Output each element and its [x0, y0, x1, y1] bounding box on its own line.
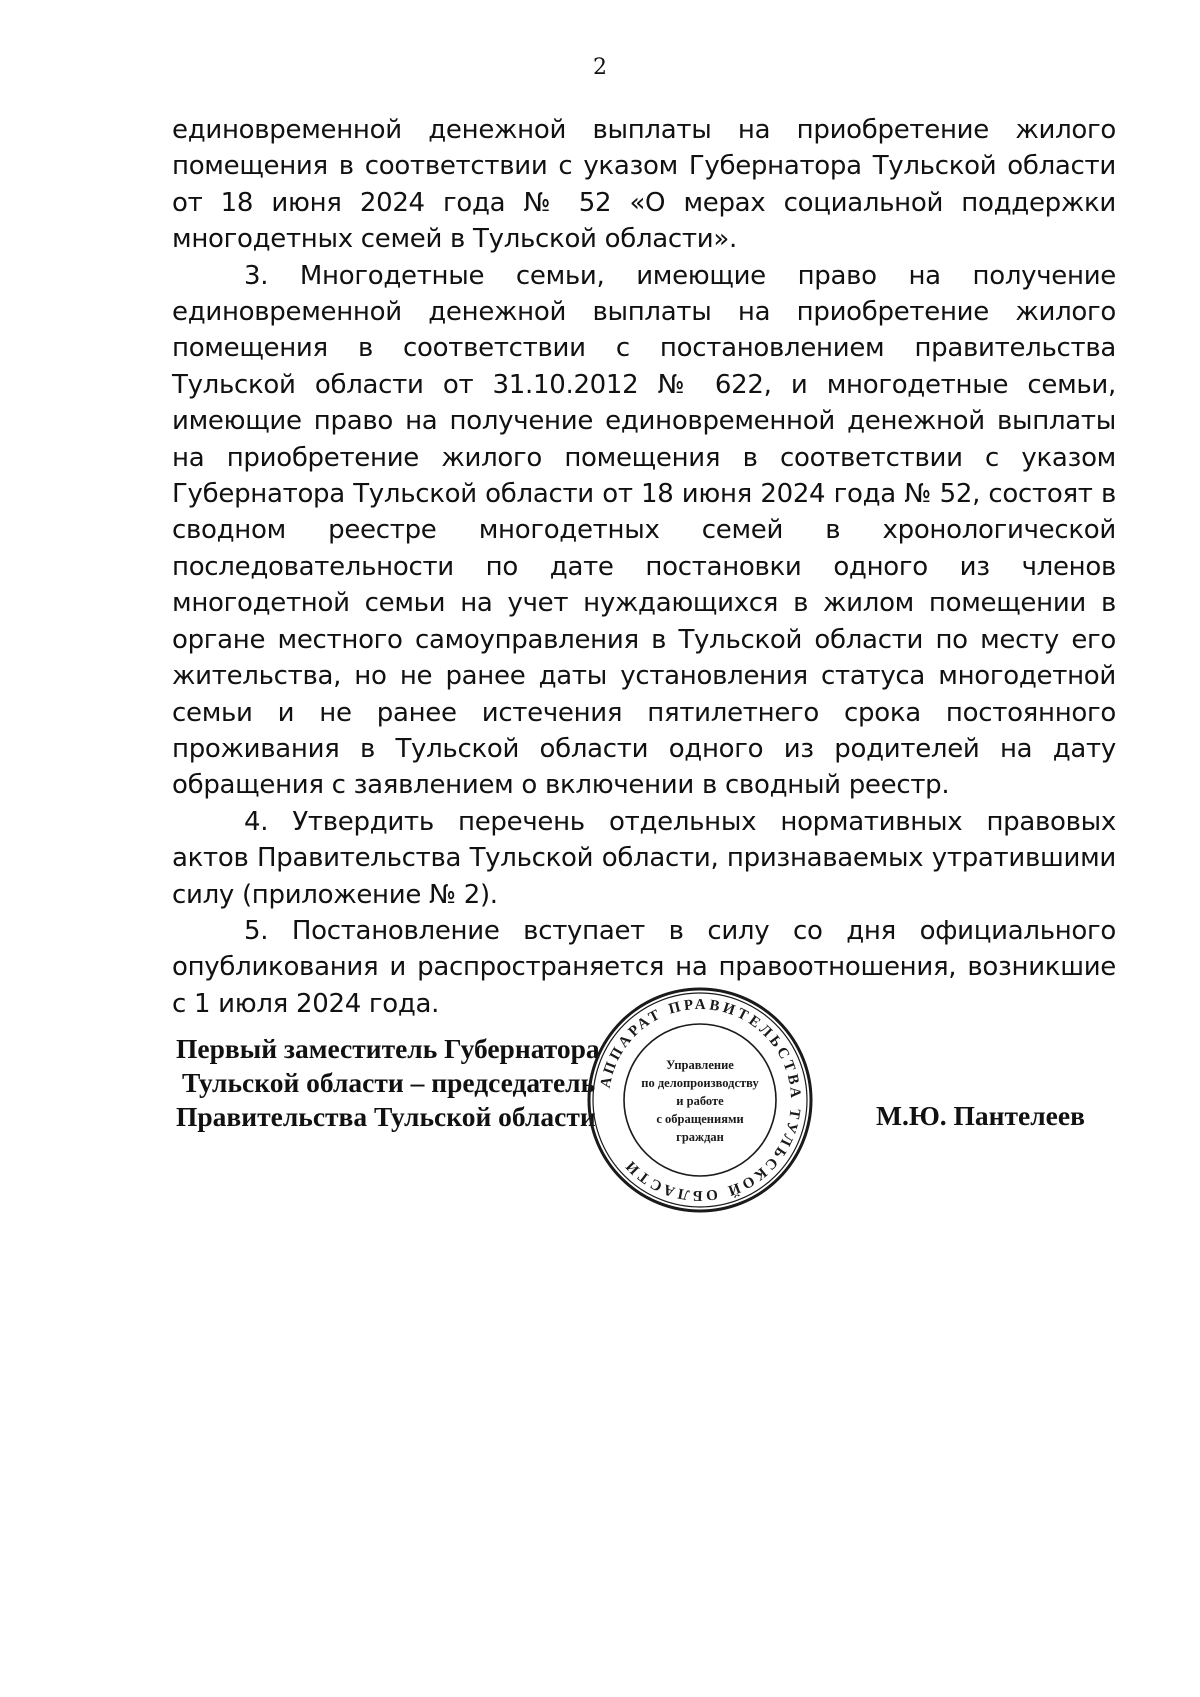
paragraph-item-4: 4. Утвердить перечень отдельных нормативных правовых актов Правительства Тульской области, признаваемых утратившими силу (приложение № 2).: [172, 806, 1116, 910]
paragraph-continuation: единовременной денежной выплаты на приобретение жилого помещения в соответствии с указом Губернатора Тульской области от 18 июня 2024 года № 52 «О мерах социальной поддержки многодетных семей в Тульской области».: [172, 115, 1116, 255]
signer-name: М.Ю. Пантелеев: [876, 1100, 1085, 1131]
signature-title-line-2: Тульской области – председатель: [182, 1067, 596, 1098]
signature-title-line-1: Первый заместитель Губернатора: [176, 1033, 600, 1064]
stamp-ring-text: АППАРАТ ПРАВИТЕЛЬСТВА ТУЛЬСКОЙ ОБЛАСТИ: [597, 996, 804, 1204]
stamp-inner-line: с обращениями: [656, 1112, 744, 1126]
page-number: 2: [593, 55, 607, 80]
official-stamp: [586, 986, 814, 1214]
paragraph-item-3: 3. Многодетные семьи, имеющие право на получение единовременной денежной выплаты на приобретение жилого помещения в соответствии с постановлением правительства Тульской области от 31.10.2012 № 622, и многодетные семьи, имеющие право на получение единовременной денежной выплаты на приобретение жилого помещения в соответствии с указом Губернатора Тульской области от 18 июня 2024 года № 52, состоят в сводном реестре многодетных семей в хронологической последовательности по дате постановки одного из членов многодетной семьи на учет нуждающихся в жилом помещении в органе местного самоуправления в Тульской области по месту его жительства, но не ранее даты установления статуса многодетной семьи и не ранее истечения пятилетнего срока постоянного проживания в Тульской области одного из родителей на дату обращения с заявлением о включении в сводный реестр.: [172, 260, 1116, 801]
document-body: [172, 112, 1116, 1022]
signature-title-line-3: Правительства Тульской области: [176, 1101, 596, 1132]
signature-title: [176, 1032, 600, 1134]
stamp-inner-text: [626, 1056, 774, 1146]
stamp-inner-line: и работе: [676, 1094, 724, 1108]
stamp-inner-line: Управление: [666, 1058, 734, 1072]
paragraph-item-5: 5. Постановление вступает в силу со дня официального опубликования и распространяется на правоотношения, возникшие с 1 июля 2024 года.: [172, 915, 1116, 1019]
stamp-inner-line: граждан: [676, 1130, 724, 1144]
stamp-inner-line: по делопроизводству: [641, 1076, 759, 1090]
